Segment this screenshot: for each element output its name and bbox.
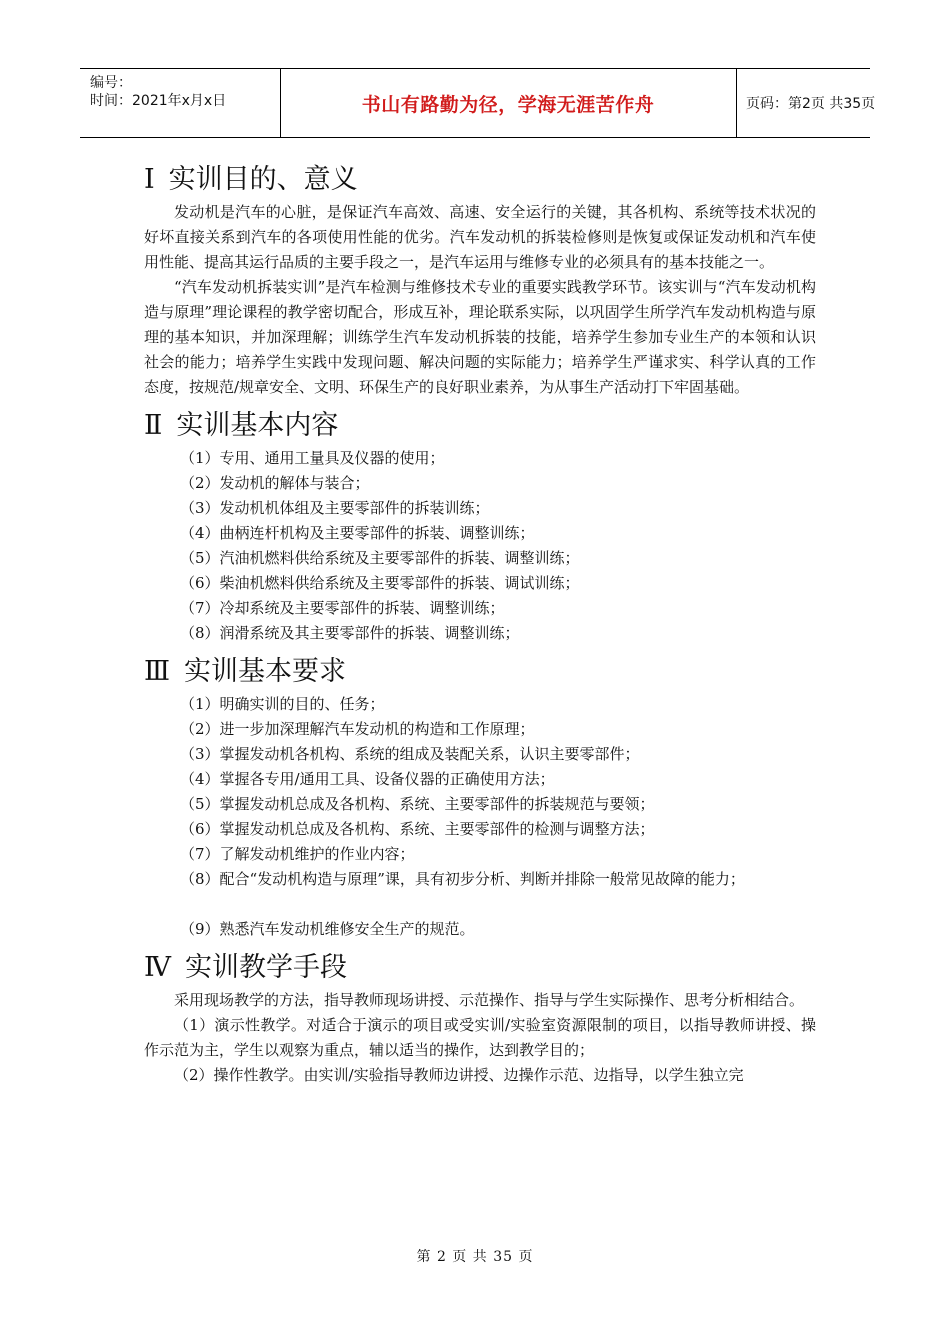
section-title: 实训基本内容 [176,410,339,441]
content-list [144,446,816,646]
list-item: （2）进一步加深理解汽车发动机的构造和工作原理； [180,720,535,738]
document-date: 时间：2021年x月x日 [90,93,227,109]
list-item: （1）明确实训的目的、任务； [180,695,385,713]
list-item: （2）发动机的解体与装合； [180,474,370,492]
page-info: 页码：第2页 共35页 [746,96,876,112]
section-title: 实训基本要求 [184,656,347,687]
section-heading-2 [144,406,816,446]
list-item: （3）掌握发动机各机构、系统的组成及装配关系，认识主要零部件； [180,745,640,763]
list-item: （4）掌握各专用/通用工具、设备仪器的正确使用方法； [180,770,555,788]
list-item: （5）汽油机燃料供给系统及主要零部件的拆装、调整训练； [180,549,580,567]
section-number: Ⅲ [144,656,171,687]
section-number: Ⅱ [144,410,163,441]
list-item: （7）冷却系统及主要零部件的拆装、调整训练； [180,599,505,617]
section-heading-1 [144,160,816,200]
header-motto-cell [280,69,737,137]
section-title: 实训目的、意义 [168,164,358,195]
page-footer: 第 2 页 共 35 页 [416,1249,534,1265]
list-item: （8）润滑系统及其主要零部件的拆装、调整训练； [180,624,520,642]
paragraph: “汽车发动机拆装实训”是汽车检测与维修技术专业的重要实践教学环节。该实训与“汽车发动机构造与原理”理论课程的教学密切配合，形成互补，理论联系实际，以巩固学生所学汽车发动机构造与原理的基本知识，并加深理解；训练学生汽车发动机拆装的技能，培养学生参加专业生产的本领和认识社会的能力；培养学生实践中发现问题、解决问题的实际能力；培养学生严谨求实、科学认真的工作态度，按规范/规章安全、文明、环保生产的良好职业素养，为从事生产活动打下牢固基础。 [144,278,816,396]
section-title: 实训教学手段 [184,952,347,983]
list-item: （3）发动机机体组及主要零部件的拆装训练； [180,499,490,517]
section-heading-3 [144,652,816,692]
list-item: （1）专用、通用工量具及仪器的使用； [180,449,445,467]
motto: 书山有路勤为径，学海无涯苦作舟 [361,93,655,116]
header-meta [80,69,281,137]
document-number-label: 编号： [90,75,132,91]
paragraph: （2）操作性教学。由实训/实验指导教师边讲授、边操作示范、边指导，以学生独立完 [174,1066,744,1084]
document-body [144,160,816,1088]
requirements-list [144,692,816,942]
list-item: （5）掌握发动机总成及各机构、系统、主要零部件的拆装规范与要领； [180,795,655,813]
section-number: Ⅰ [144,164,155,195]
paragraph: （1）演示性教学。对适合于演示的项目或受实训/实验室资源限制的项目，以指导教师讲授、操作示范为主，学生以观察为重点，辅以适当的操作，达到教学目的； [144,1016,816,1059]
paragraph: 采用现场教学的方法，指导教师现场讲授、示范操作、指导与学生实际操作、思考分析相结合。 [174,991,805,1009]
section-number: Ⅳ [144,952,171,983]
list-item: （6）掌握发动机总成及各机构、系统、主要零部件的检测与调整方法； [180,820,655,838]
list-item: （9）熟悉汽车发动机维修安全生产的规范。 [180,920,475,938]
page-header [80,68,876,138]
list-item: （4）曲柄连杆机构及主要零部件的拆装、调整训练； [180,524,535,542]
paragraph: 发动机是汽车的心脏，是保证汽车高效、高速、安全运行的关键，其各机构、系统等技术状况的好坏直接关系到汽车的各项使用性能的优劣。汽车发动机的拆装检修则是恢复或保证发动机和汽车使用性能、提高其运行品质的主要手段之一，是汽车运用与维修专业的必须具有的基本技能之一。 [144,203,816,271]
section-heading-4 [144,948,816,988]
list-item: （7）了解发动机维护的作业内容； [180,845,415,863]
list-item: （8）配合“发动机构造与原理”课，具有初步分析、判断并排除一般常见故障的能力； [180,870,745,888]
header-page-cell [736,69,876,137]
list-item: （6）柴油机燃料供给系统及主要零部件的拆装、调试训练； [180,574,580,592]
